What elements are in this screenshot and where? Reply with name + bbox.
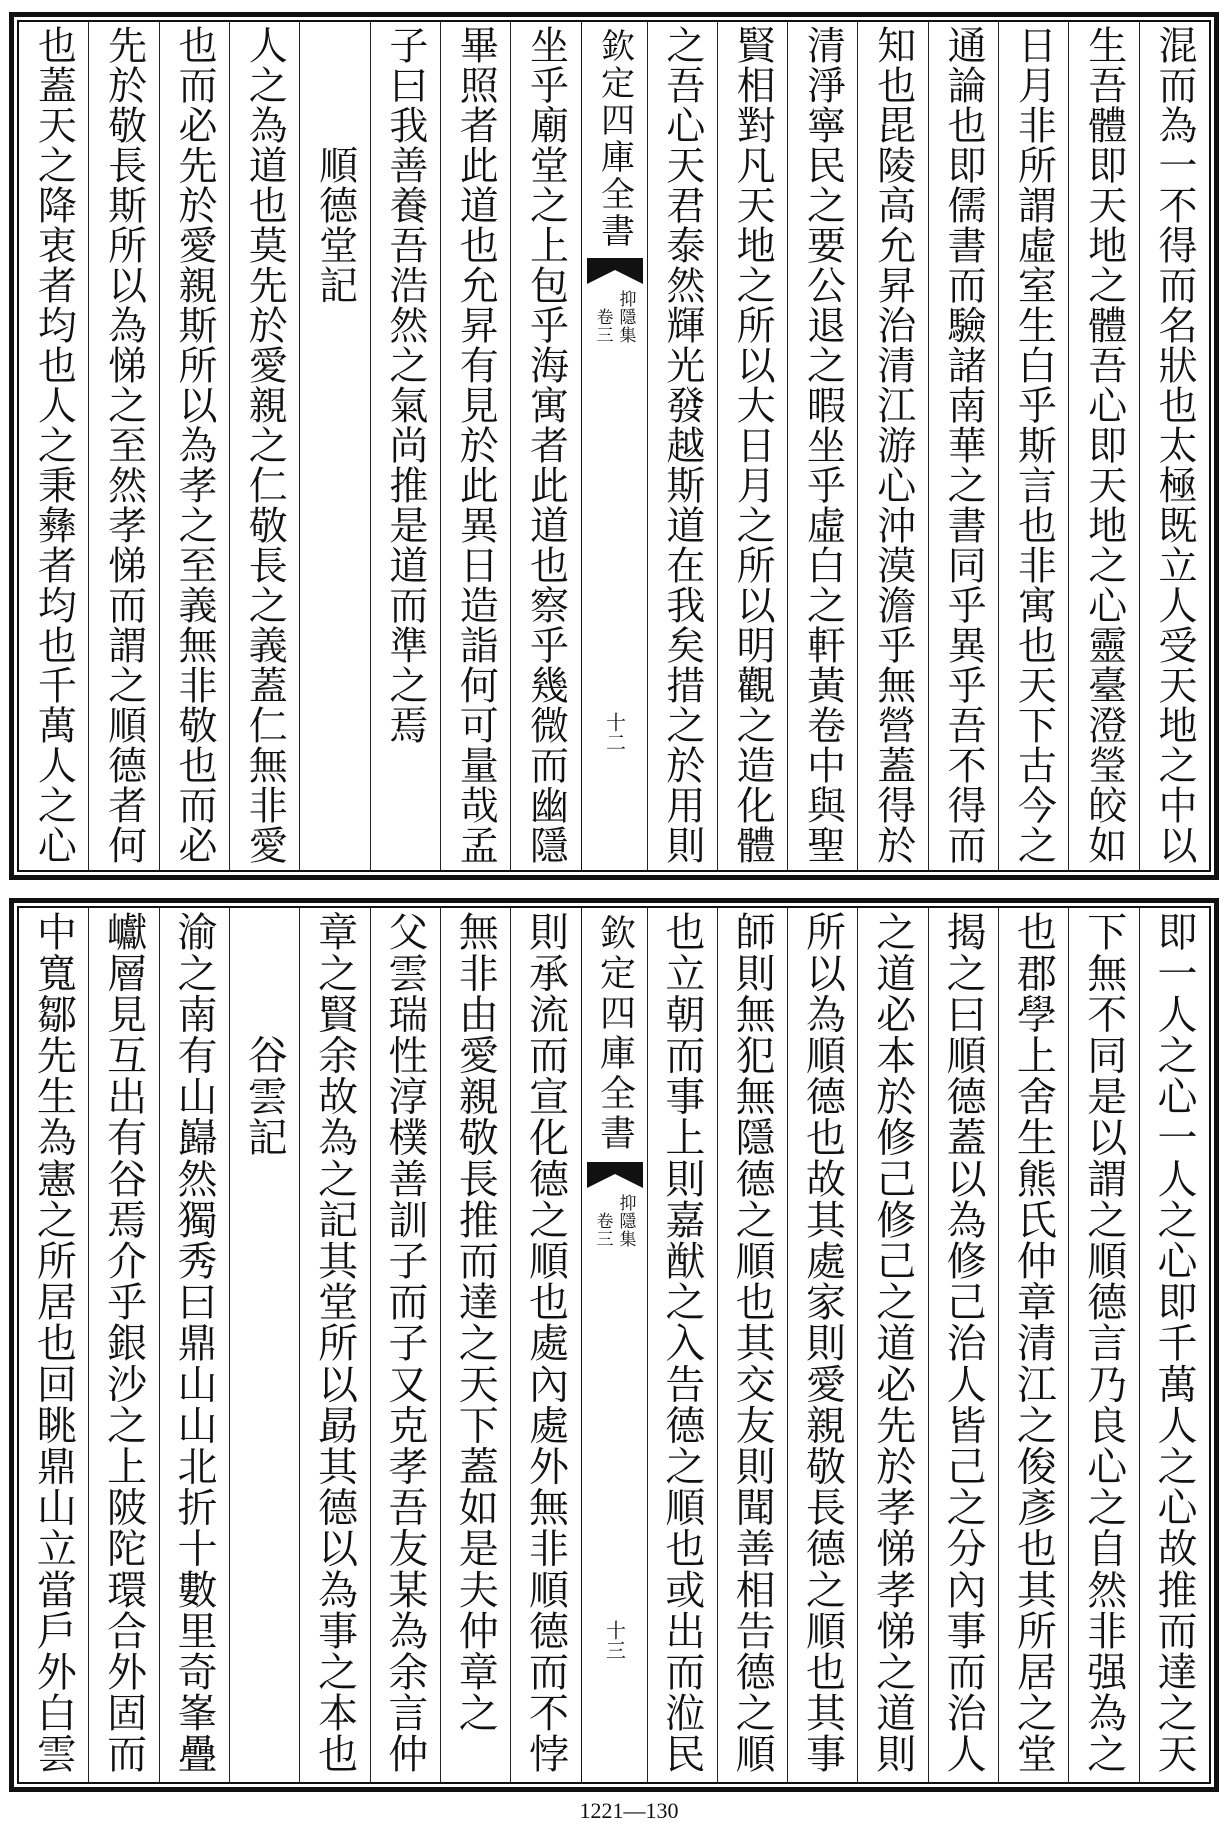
text-column: 所以為順德也故其處家則愛親敬長德之順也其事 <box>787 908 857 1782</box>
text-column: 通論也即儒書而驗諸南華之書同乎異乎吾不得而 <box>928 22 998 870</box>
text-column: 賢相對凡天地之所以大日月之所以明觀之造化體 <box>717 22 787 870</box>
text-column: 人之為道也莫先於愛親之仁敬長之義蓋仁無非愛 <box>229 22 299 870</box>
series-title: 欽定四庫全書 <box>594 28 635 250</box>
fish-tail-ornament <box>587 258 643 284</box>
page-frame <box>17 906 1211 1784</box>
text-column: 之道必本於修己修己之道必先於孝悌孝悌之道則 <box>857 908 927 1782</box>
text-column: 揭之曰順德蓋以為修己治人皆己之分內事而治人 <box>928 908 998 1782</box>
section-heading: 順德堂記 <box>299 22 369 870</box>
text-column: 先於敬長斯所以為悌之至然孝悌而謂之順德者何 <box>88 22 158 870</box>
text-column: 也而必先於愛親斯所以為孝之至義無非敬也而必 <box>159 22 229 870</box>
folio-number: 十三 <box>602 1620 627 1660</box>
folio-number: 十二 <box>602 712 627 752</box>
text-column: 渝之南有山巋然獨秀曰鼎山山北折十數里奇峯疊 <box>159 908 229 1782</box>
book-label <box>582 1194 647 1248</box>
text-column: 知也毘陵高允昇治清江游心沖漠澹乎無營蓋得於 <box>857 22 927 870</box>
text-column: 父雲瑞性淳樸善訓子而子又克孝吾友某為余言仲 <box>370 908 440 1782</box>
text-column: 日月非所謂虛室生白乎斯言也非寓也天下古今之 <box>998 22 1068 870</box>
text-column: 中寬鄒先生為憲之所居也回眺鼎山立當戶外白雲 <box>30 911 77 1775</box>
text-column: 無非由愛親敬長推而達之天下蓋如是夫仲章之 <box>440 908 510 1782</box>
fish-tail-ornament <box>587 1162 643 1188</box>
page-frame <box>17 20 1211 872</box>
center-column <box>581 22 647 870</box>
center-column <box>581 908 647 1782</box>
text-column: 也立朝而事上則嘉猷之入告德之順也或出而涖民 <box>647 908 717 1782</box>
text-column: 畢照者此道也允昇有見於此異日造詣何可量哉孟 <box>440 22 510 870</box>
text-column: 即一人之心一人之心即千萬人之心故推而達之天 <box>1139 908 1209 1782</box>
text-column: 則承流而宣化德之順也處內處外無非順德而不悖 <box>510 908 580 1782</box>
reel-page-number: 1221—130 <box>579 1798 679 1823</box>
book-label <box>582 290 647 344</box>
text-column: 混而為一不得而名狀也太極既立人受天地之中以 <box>1139 22 1209 870</box>
book-title: 抑隱集 <box>615 290 636 344</box>
series-title: 欽定四庫全書 <box>594 914 636 1154</box>
juan-label: 卷三 <box>592 1212 613 1248</box>
text-column: 之吾心天君泰然輝光發越斯道在我矣措之於用則 <box>647 22 717 870</box>
text-column: 章之賢余故為之記其堂所以勗其德以為事之本也 <box>299 908 369 1782</box>
juan-label: 卷三 <box>592 308 613 344</box>
text-column: 清淨寧民之要公退之暇坐乎虛白之軒黃卷中與聖 <box>787 22 857 870</box>
page-bottom <box>9 898 1219 1792</box>
book-title: 抑隱集 <box>615 1194 636 1248</box>
text-column: 也蓋天之降衷者均也人之秉彝者均也千萬人之心 <box>31 25 77 865</box>
text-column: 巘層見互出有谷焉介乎銀沙之上陂陀環合外固而 <box>88 908 158 1782</box>
text-column: 生吾體即天地之體吾心即天地之心靈臺澄瑩皎如 <box>1068 22 1138 870</box>
text-column: 子曰我善養吾浩然之氣尚推是道而準之焉 <box>370 22 440 870</box>
text-column: 坐乎廟堂之上包乎海寓者此道也察乎幾微而幽隱 <box>510 22 580 870</box>
page-top <box>9 12 1219 880</box>
text-column: 師則無犯無隱德之順也其交友則聞善相告德之順 <box>717 908 787 1782</box>
text-column: 下無不同是以謂之順德言乃良心之自然非强為之 <box>1068 908 1138 1782</box>
text-column: 也郡學上舍生熊氏仲章清江之俊彥也其所居之堂 <box>998 908 1068 1782</box>
section-heading: 谷雲記 <box>229 908 299 1782</box>
